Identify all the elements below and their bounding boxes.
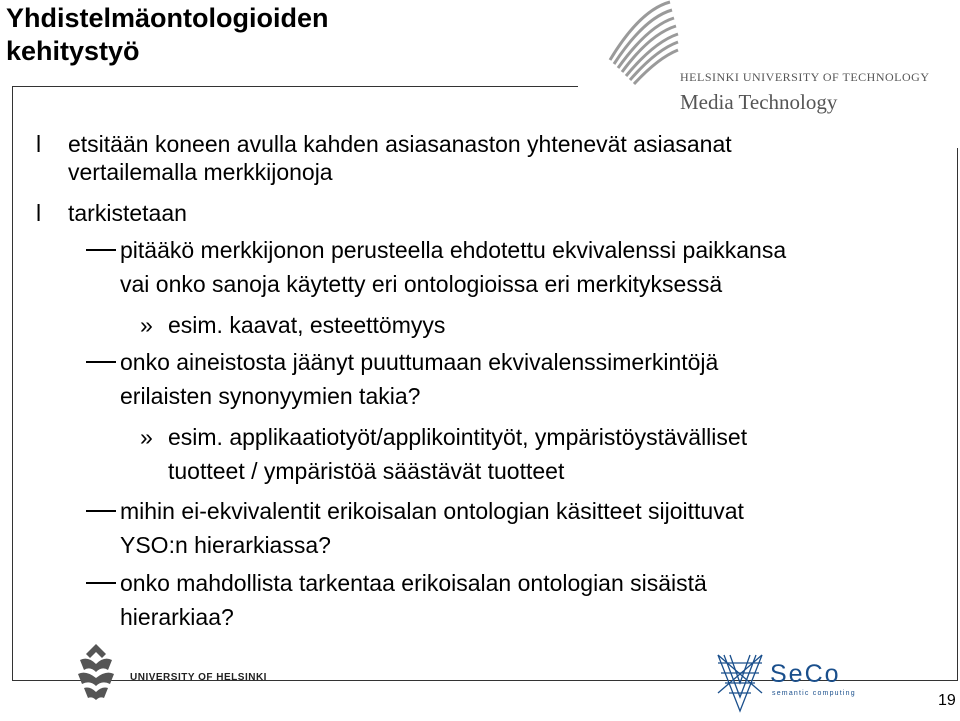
frame-top-rule: [12, 86, 578, 87]
title-line-1: Yhdistelmäontologioiden: [6, 3, 329, 33]
bullet-marker: l: [36, 200, 42, 226]
university-of-helsinki-text: UNIVERSITY OF HELSINKI: [130, 672, 267, 683]
seco-logo-text: SeCo: [770, 660, 841, 688]
dash-marker: [86, 510, 116, 512]
header-logo-line-2: Media Technology: [680, 90, 838, 114]
dash-marker: [86, 249, 116, 251]
bullet-text: tarkistetaan: [68, 200, 187, 226]
sub-item-text: erilaisten synonyymien takia?: [120, 383, 421, 409]
university-of-helsinki-logo-icon: [68, 640, 124, 706]
frame-left-rule: [12, 86, 13, 680]
raquo-marker: »: [140, 312, 153, 338]
sub-sub-item-text: esim. applikaatiotyöt/applikointityöt, ympäristöystävälliset: [168, 424, 748, 450]
bullet-marker: l: [36, 131, 42, 157]
seco-logo-icon: [716, 653, 764, 713]
bullet-text: vertailemalla merkkijonoja: [68, 159, 333, 185]
dash-marker: [86, 582, 116, 584]
page-number: 19: [938, 692, 956, 709]
raquo-marker: »: [140, 424, 153, 450]
sub-item-text: pitääkö merkkijonon perusteella ehdotettu ekvivalenssi paikkansa: [120, 237, 787, 263]
title-line-2: kehitystyö: [6, 36, 140, 66]
slide-title: [6, 2, 426, 68]
sub-item-text: vai onko sanoja käytetty eri ontologioissa eri merkityksessä: [120, 271, 723, 297]
sub-item-text: mihin ei-ekvivalentit erikoisalan ontologian käsitteet sijoittuvat: [120, 498, 744, 524]
header-logo-line-1: HELSINKI UNIVERSITY OF TECHNOLOGY: [680, 70, 930, 84]
seco-logo-subtitle: semantic computing: [772, 690, 856, 697]
sub-item-text: onko aineistosta jäänyt puuttumaan ekvivalenssimerkintöjä: [120, 349, 719, 375]
frame-right-rule: [957, 148, 958, 680]
sub-item-text: YSO:n hierarkiassa?: [120, 532, 331, 558]
sub-sub-item-text: tuotteet / ympäristöä säästävät tuotteet: [168, 458, 565, 484]
sub-sub-item-text: esim. kaavat, esteettömyys: [168, 312, 446, 338]
tkk-logo-icon: [600, 0, 682, 86]
bullet-text: etsitään koneen avulla kahden asiasanaston yhtenevät asiasanat: [68, 131, 732, 157]
sub-item-text: onko mahdollista tarkentaa erikoisalan ontologian sisäistä: [120, 570, 707, 596]
dash-marker: [86, 361, 116, 363]
sub-item-text: hierarkiaa?: [120, 604, 234, 630]
